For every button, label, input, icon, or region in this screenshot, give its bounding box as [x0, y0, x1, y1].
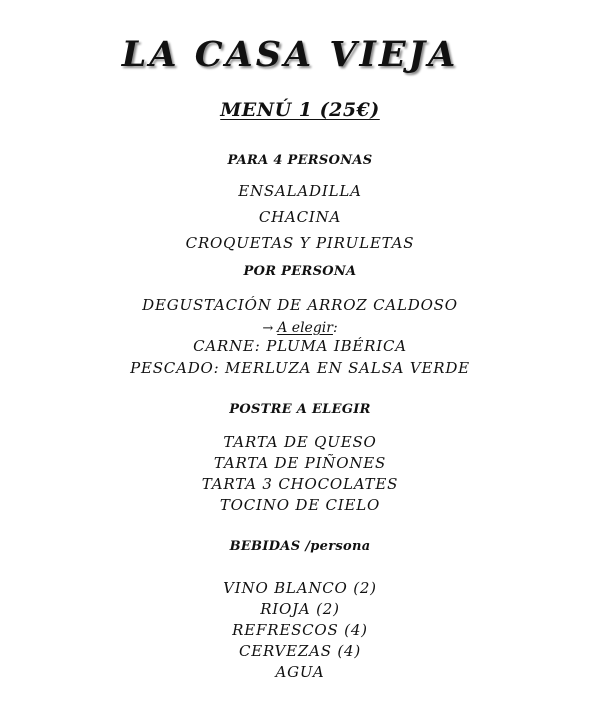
menu-option: CARNE: PLUMA IBÉRICA: [193, 337, 407, 355]
choose-label: A elegir: [277, 320, 333, 336]
menu-item: AGUA: [275, 663, 325, 681]
arrow-right-icon: →: [262, 321, 274, 336]
menu-item: VINO BLANCO (2): [223, 579, 377, 597]
section-heading-por-persona: POR PERSONA: [243, 264, 357, 279]
choose-colon: :: [332, 320, 338, 336]
menu-item: DEGUSTACIÓN DE ARROZ CALDOSO: [142, 296, 458, 314]
section-heading-bebidas: BEBIDAS /persona: [229, 539, 371, 554]
menu-item: TARTA 3 CHOCOLATES: [201, 475, 399, 493]
restaurant-title: LA CASA VIEJA: [121, 34, 459, 75]
menu-item: ENSALADILLA: [238, 182, 362, 200]
menu-item: CERVEZAS (4): [238, 642, 362, 660]
section-heading-postre: POSTRE A ELEGIR: [229, 402, 371, 417]
choose-line: [0, 320, 600, 336]
menu-item: RIOJA (2): [260, 600, 340, 618]
menu-item: CROQUETAS Y PIRULETAS: [185, 234, 415, 252]
menu-item: TARTA DE QUESO: [223, 433, 377, 451]
menu-item: CHACINA: [258, 208, 342, 226]
menu-item: TOCINO DE CIELO: [219, 496, 381, 514]
section-heading-para-4: PARA 4 PERSONAS: [227, 153, 373, 168]
menu-item: TARTA DE PIÑONES: [213, 454, 387, 472]
menu-title: MENÚ 1 (25€): [220, 99, 380, 121]
menu-item: REFRESCOS (4): [232, 621, 368, 639]
menu-option: PESCADO: MERLUZA EN SALSA VERDE: [130, 359, 470, 377]
